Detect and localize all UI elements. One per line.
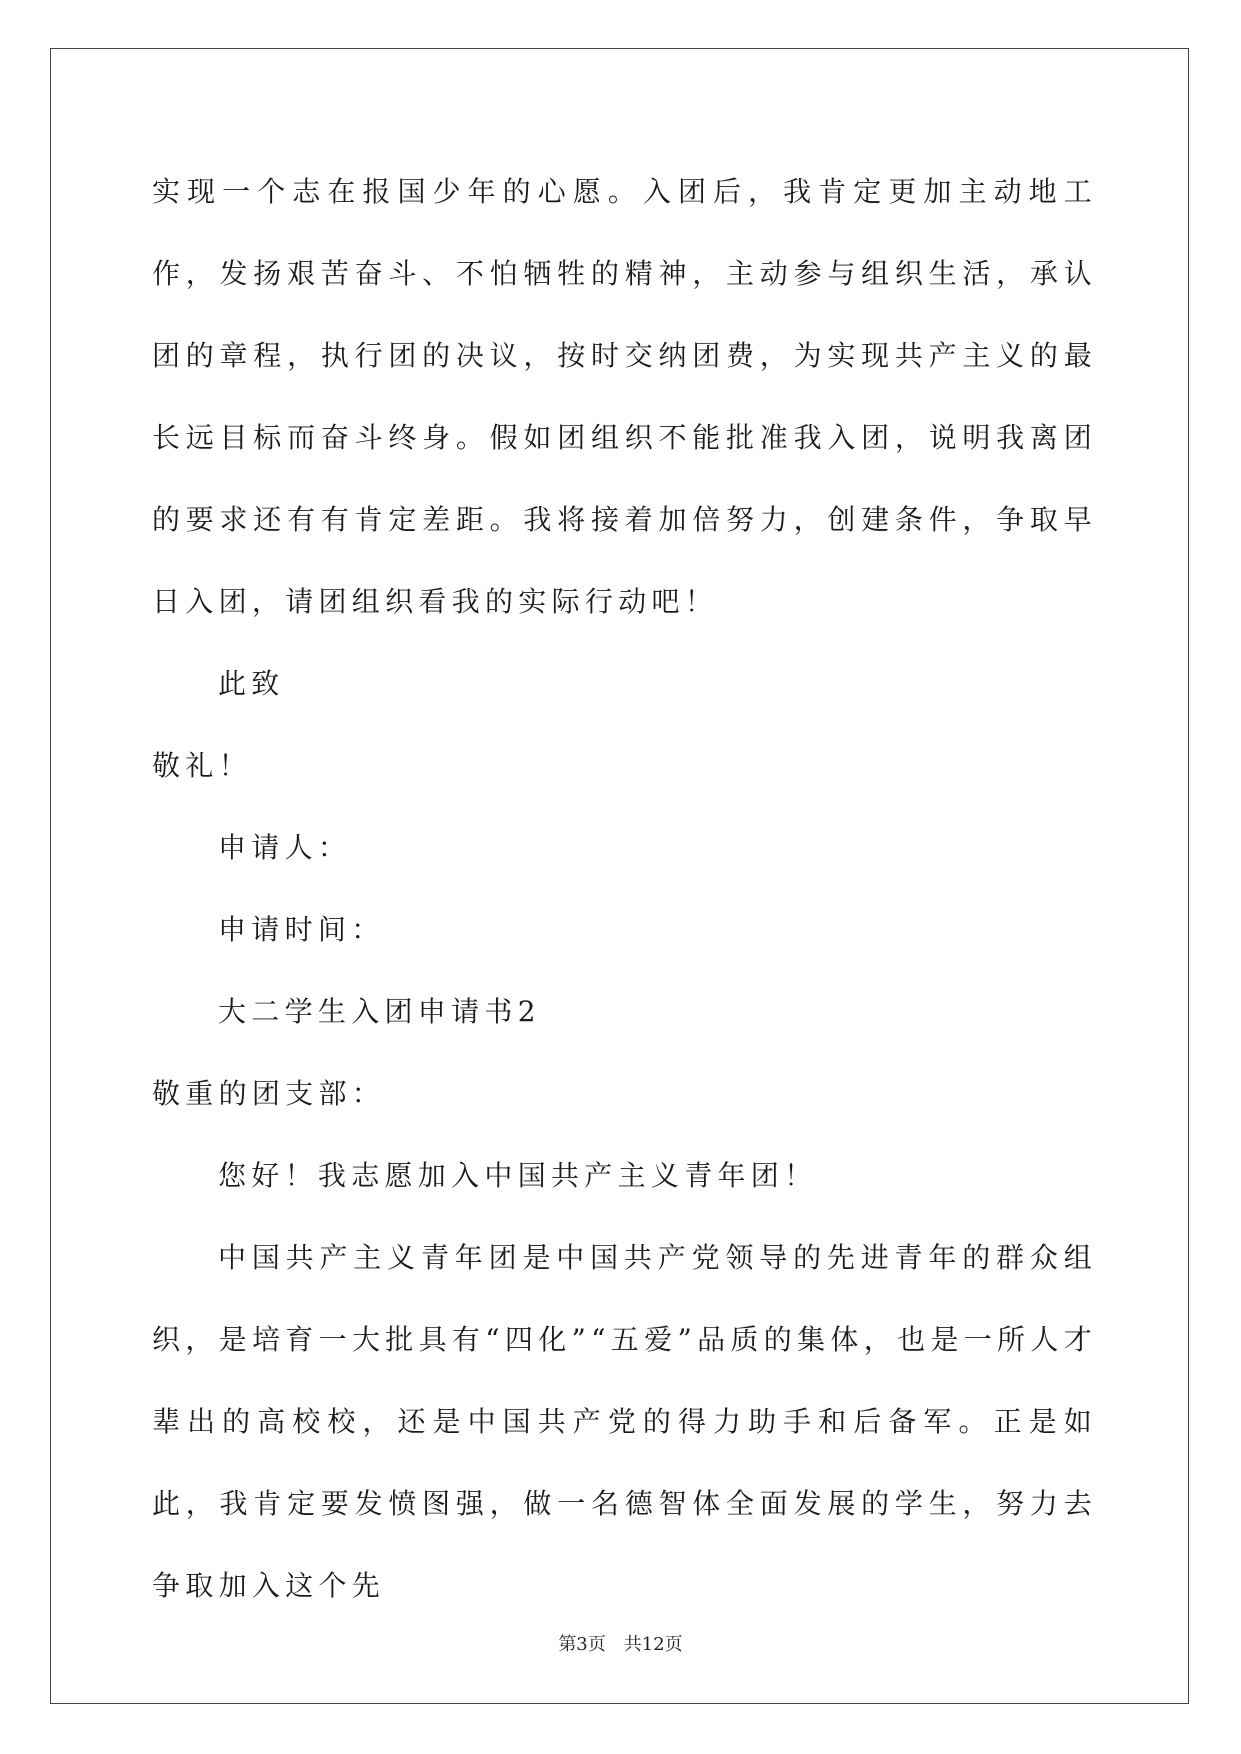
application-date-line: 申请时间： — [218, 913, 385, 946]
body-paragraph: 中国共产主义青年团是中国共产党领导的先进青年的群众组织，是培育一大批具有“四化”“五爱”品质的集体，也是一所人才辈出的高校校，还是中国共产党的得力助手和后备军。正是如此，我肯定要发愤图强，做一名德智体全面发展的学生，努力去争取加入这个先 — [152, 1241, 1097, 1602]
opening-paragraph: 您好！我志愿加入中国共产主义青年团！ — [218, 1159, 818, 1192]
page-footer — [0, 1632, 1241, 1658]
section-title: 大二学生入团申请书2 — [218, 995, 541, 1028]
page-number: 第3页 — [558, 1634, 606, 1655]
greeting-line: 敬重的团支部： — [152, 1077, 386, 1110]
closing-salutation: 此致 — [218, 667, 285, 700]
continued-paragraph: 实现一个志在报国少年的心愿。入团后，我肯定更加主动地工作，发扬艰苦奋斗、不怕牺牲的精神，主动参与组织生活，承认团的章程，执行团的决议，按时交纳团费，为实现共产主义的最长远目标而奋斗终身。假如团组织不能批准我入团，说明我离团的要求还有有肯定差距。我将接着加倍努力，创建条件，争取早日入团，请团组织看我的实际行动吧！ — [152, 175, 1097, 618]
page-total: 共12页 — [623, 1634, 683, 1655]
closing-regards: 敬礼！ — [152, 749, 252, 782]
applicant-line: 申请人： — [218, 831, 352, 864]
document-body — [152, 151, 1097, 1627]
